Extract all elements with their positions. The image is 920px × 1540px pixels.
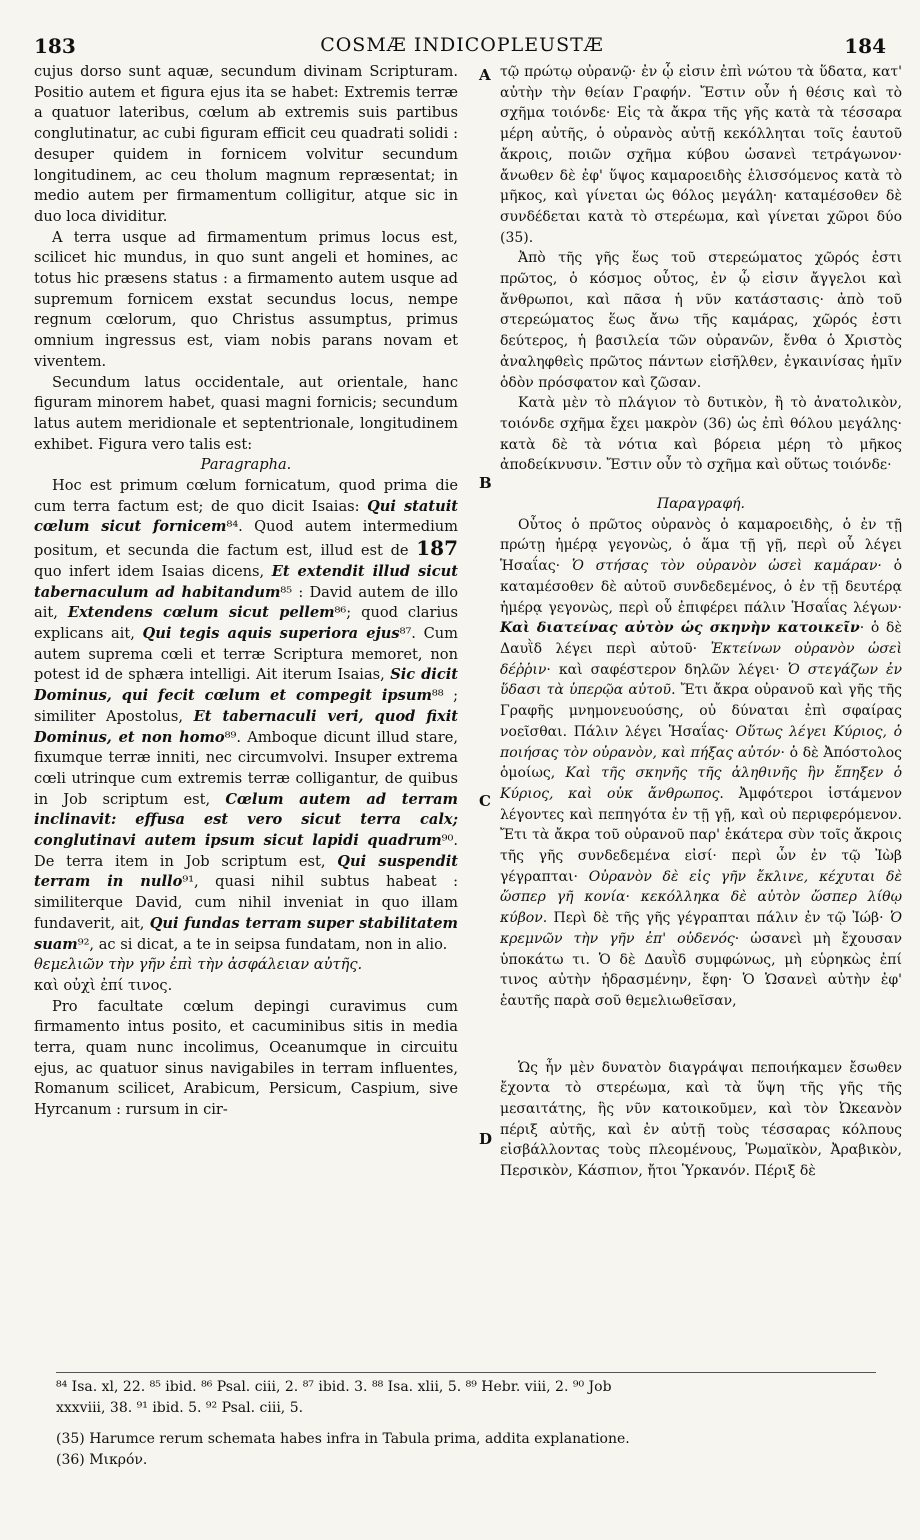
latin-paragraph: Pro facultate cœlum depingi curavimus cum firmamento intus posito, et cacuminibus sitis in media terra, quam nunc incolimus, Oceanumque in circuitu ejus, ac quatuor sinus navigabiles in terram influentes, Romanum scilicet, Arabicum, Persicum, Caspium, sive Hyrcanum : rursum in cir- bbox=[34, 997, 458, 1119]
latin-paragraph: A terra usque ad firmamentum primus locus est, scilicet hic mundus, in quo sunt angeli et homines, ac totus hic præsens status : a firmamento autem usque ad supremum fornicem exstat secundus locus, nempe regnum cœlorum, quo Christus assumptus, primus omnium ingressus est, viam nobis parans novam et viventem. bbox=[34, 228, 458, 370]
running-header bbox=[30, 28, 894, 62]
footnote-line: ⁸⁴ Isa. xl, 22. ⁸⁵ ibid. ⁸⁶ Psal. ciii, 2. ⁸⁷ ibid. 3. ⁸⁸ Isa. xlii, 5. ⁸⁹ Hebr. viii, 2. ⁹⁰ Job bbox=[56, 1379, 612, 1395]
margin-mark-a: A bbox=[479, 66, 491, 84]
greek-section-heading: Παραγραφή. bbox=[656, 496, 746, 513]
scripture-footnotes bbox=[56, 1372, 876, 1419]
latin-paragraph: cujus dorso sunt aquæ, secundum divinam Scripturam. Positio autem et figura ejus ita se habet: Extremis terræ a quatuor lateribus, cœlum ab extremis suis partibus conglutinatur, ac cubi figuram efficit ceu quadrati solidi : desuper quidem in fornicem volvitur secundum longitudinem, ac ceu tholum magnum repræsentat; in medio autem per firmamentum colligitur, atque sic in duo loca dividitur. bbox=[34, 63, 458, 225]
margin-mark-d: D bbox=[479, 1130, 493, 1148]
editor-note: (35) Harumce rerum schemata habes infra in Tabula prima, addita explanatione. bbox=[56, 1431, 630, 1447]
greek-paragraph: Ὡς ἦν μὲν δυνατὸν διαγράψαι πεποιήκαμεν ἔσωθεν ἔχοντα τὸ στερέωμα, καὶ τὰ ὕψη τῆς γῆς τῆς μεσαιτάτης, ἣς νῦν κατοικοῦμεν, καὶ τὸν Ὠκεανὸν πέριξ αὐτῆς, καὶ ἐν αὐτῇ τοὺς τέσσαρας κόλπους εἰσβάλλοντας τοὺς πλεομένους, Ῥωμαϊκὸν, Ἀραβικὸν, Περσικὸν, Κάσπιον, ἤτοι Ὑρκανόν. Πέριξ δὲ bbox=[500, 1059, 902, 1180]
inline-page-marker: 187 bbox=[416, 536, 458, 561]
greek-paragraph: Κατὰ μὲν τὸ πλάγιον τὸ δυτικὸν, ἢ τὸ ἀνατολικὸν, τοιόνδε σχῆμα ἔχει μακρὸν (36) ὡς ἐπὶ θόλου μεγάλης· κατὰ δὲ τὰ νότια καὶ βόρεια μέρη τὸ μῆκος ἀποδείκνυσιν. Ἔστιν οὖν τὸ σχῆμα καὶ οὕτως τοιόνδε· bbox=[500, 395, 902, 474]
greek-paragraph: Ἀπὸ τῆς γῆς ἕως τοῦ στερεώματος χῶρός ἐστι πρῶτος, ὁ κόσμος οὗτος, ἐν ᾧ εἰσιν ἄγγελοι καὶ ἄνθρωποι, καὶ πᾶσα ἡ νῦν κατάστασις· ἀπὸ τοῦ στερεώματος ἕως ἄνω τῆς καμάρας, χῶρός ἐστι δεύτερος, ἡ βασιλεία τῶν οὐρανῶν, ἔνθα ὁ Χριστὸς ἀναληφθεὶς πρῶτος πάντων εἰσῆλθεν, ἐγκαινίσας ἡμῖν ὁδὸν πρόσφατον καὶ ζῶσαν. bbox=[500, 250, 902, 391]
margin-mark-c: C bbox=[479, 792, 491, 810]
running-title: COSMÆ INDICOPLEUSTÆ bbox=[320, 34, 604, 56]
latin-paragraph: Hoc est primum cœlum fornicatum, quod prima die cum terra factum est; de quo dicit Isaias: Qui statuit cœlum sicut fornicem⁸⁴. Quod autem intermedium positum, et secunda die factum est, illud est de 187 quo infert idem Isaias dicens, Et extendit illud sicut tabernaculum ad habitandum⁸⁵ : David autem de illo ait, Extendens cœlum sicut pellem⁸⁶; quod clarius explicans ait, Qui tegis aquis superiora ejus⁸⁷. Cum autem suprema cœli et terræ Scriptura memoret, non potest id de sphæra intelligi. Ait iterum Isaias, Sic dicit Dominus, qui fecit cœlum et compegit ipsum⁸⁸ ; similiter Apostolus, Et tabernaculi veri, quod fixit Dominus, et non homo⁸⁹. Amboque dicunt illud stare, fixumque terræ inniti, nec circumvolvi. Insuper extrema cœli utrinque cum extremis terræ colligantur, de quibus in Job scriptum est, Cœlum autem ad terram inclinavit: effusa est vero sicut terra calx; conglutinavi autem ipsum sicut lapidi quadrum⁹⁰. De terra item in Job scriptum est, Qui suspendit terram in nullo⁹¹, quasi nihil subtus habeat : similiterque David, cum nihil inveniat in quo illam fundaverit, ait, Qui fundas terram super stabilitatem suam⁹², ac si dicat, a te in seipsa fundatam, non in alio. bbox=[34, 477, 459, 953]
margin-mark-b: B bbox=[479, 474, 492, 492]
footnote-line: xxxviii, 38. ⁹¹ ibid. 5. ⁹² Psal. ciii, 5. bbox=[56, 1400, 304, 1416]
latin-greek-insert: θεμελιῶν τὴν γῆν ἐπὶ τὴν ἀσφάλειαν αὐτῆς. bbox=[34, 956, 363, 974]
latin-paragraph: Secundum latus occidentale, aut orientale, hanc figuram minorem habet, quasi magni fornicis; secundum latus autem meridionale et septentrionale, longitudinem exhibet. Figura vero talis est: bbox=[34, 373, 458, 453]
greek-paragraph: τῷ πρώτῳ οὐρανῷ· ἐν ᾧ εἰσιν ἐπὶ νώτου τὰ ὕδατα, κατ' αὐτὴν τὴν θείαν Γραφήν. Ἔστιν οὖν ἡ θέσις καὶ τὸ σχῆμα τοιόνδε· Εἰς τὰ ἄκρα τῆς γῆς κατὰ τὰ τέσσαρα μέρη αὐτῆς, ὁ οὐρανὸς αὐτῇ κεκόλληται τοῖς ἑαυτοῦ ἄκροις, ποιῶν σχῆμα κύβου ὡσανεὶ τετράγωνον· ἄνωθεν δὲ ἐφ' ὕψος καμαροειδὴς ἑλισσόμενος κατὰ τὸ μῆκος, καὶ γίνεται ὡς θόλος μεγάλη· καταμέσοθεν δὲ συνδέδεται κατὰ τὸ στερέωμα, καὶ γίνεται χῶροι δύο (35). bbox=[500, 64, 902, 246]
page-number-left: 183 bbox=[34, 34, 76, 58]
page-number-right: 184 bbox=[844, 34, 886, 58]
latin-column bbox=[34, 62, 458, 1121]
latin-greek-insert: καὶ οὐχὶ ἐπί τινος. bbox=[34, 976, 173, 994]
greek-paragraph: Οὗτος ὁ πρῶτος οὐρανὸς ὁ καμαροειδὴς, ὁ ἐν τῇ πρώτῃ ἡμέρᾳ γεγονὼς, ὁ ἅμα τῇ γῇ, περὶ οὗ λέγει Ἡσαΐας· Ὁ στήσας τὸν οὐρανὸν ὡσεὶ καμάραν· ὁ καταμέσοθεν δὲ αὐτοῦ συνδεδεμένος, ὁ ἐν τῇ δευτέρᾳ ἡμέρᾳ γεγονὼς, περὶ οὗ ἐπιφέρει πάλιν Ἡσαΐας λέγων· Καὶ διατείνας αὐτὸν ὡς σκηνὴν κατοικεῖν· ὁ δὲ Δαυῒδ λέγει περὶ αὐτοῦ· Ἐκτείνων οὐρανὸν ὡσεὶ δέῤῥιν· καὶ σαφέστερον δηλῶν λέγει· Ὁ στεγάζων ἐν ὕδασι τὰ ὑπερῷα αὐτοῦ. Ἔτι ἄκρα οὐρανοῦ καὶ γῆς τῆς Γραφῆς μνημονευούσης, οὐ δύναται ἐπὶ σφαίρας νοεῖσθαι. Πάλιν λέγει Ἡσαΐας· Οὕτως λέγει Κύριος, ὁ ποιήσας τὸν οὐρανὸν, καὶ πήξας αὐτόν· ὁ δὲ Ἀπόστολος ὁμοίως, Καὶ τῆς σκηνῆς τῆς ἀληθινῆς ἣν ἔπηξεν ὁ Κύριος, καὶ οὐκ ἄνθρωπος. Ἀμφότεροι ἱστάμενον λέγοντες καὶ πεπηγότα ἐν τῇ γῇ, καὶ οὐ περιφερόμενον. Ἔτι τὰ ἄκρα τοῦ οὐρανοῦ παρ' ἑκάτερα σὺν τοῖς ἄκροις τῆς γῆς συνδεδεμένα εἰσί· περὶ ὧν ἐν τῷ Ἰὼβ γέγραπται· Οὐρανὸν δὲ εἰς γῆν ἔκλινε, κέχυται δὲ ὥσπερ γῆ κονία· κεκόλληκα δὲ αὐτὸν ὥσπερ λίθῳ κύβον. Περὶ δὲ τῆς γῆς γέγραπται πάλιν ἐν τῷ Ἰώβ· Ὁ κρεμνῶν τὴν γῆν ἐπ' οὐδενός· ὡσανεὶ μὴ ἔχουσαν ὑποκάτω τι. Ὁ δὲ Δαυῒδ συμφώνως, μὴ εὑρηκὼς ἐπί τινος αὐτὴν ἡδρασμένην, ἔφη· Ὁ Ὡσανεὶ αὐτὴν ἐφ' ἑαυτῆς παρὰ σοῦ θεμελιωθεῖσαν, bbox=[500, 516, 903, 1009]
editor-notes bbox=[56, 1429, 890, 1471]
editor-note: (36) Μικρόν. bbox=[56, 1452, 148, 1468]
latin-section-heading: Paragrapha. bbox=[200, 456, 292, 474]
text-columns bbox=[30, 62, 903, 1397]
footnotes bbox=[56, 1372, 890, 1471]
greek-column bbox=[500, 62, 902, 1182]
